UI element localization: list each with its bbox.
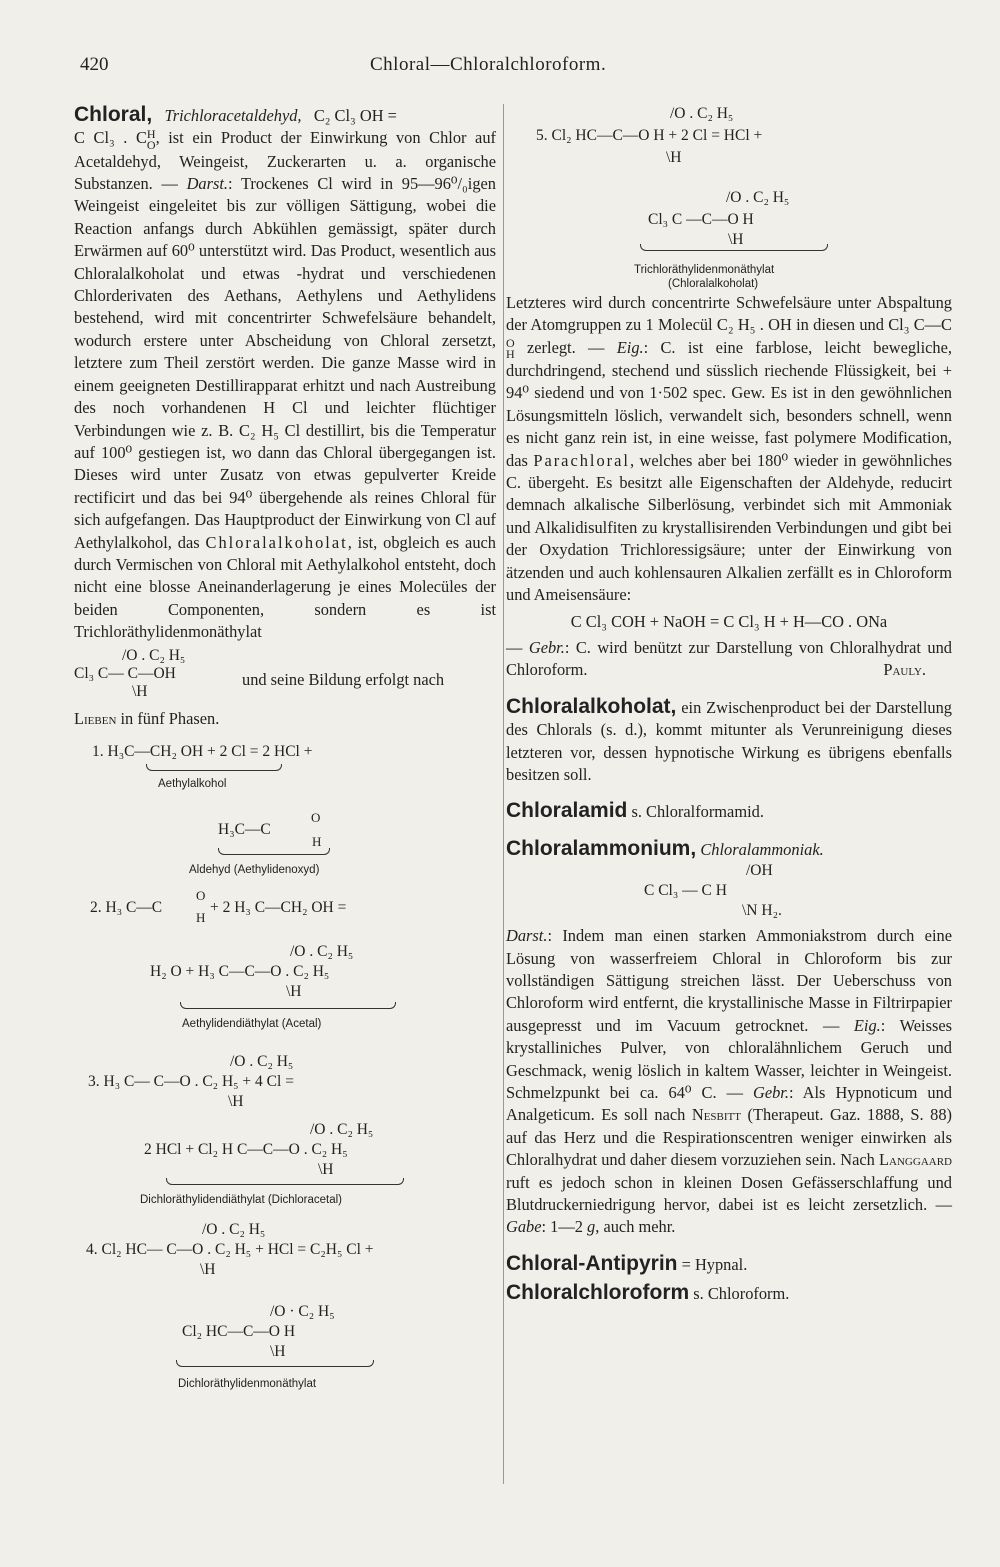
entry-head-chloral: Chloral, bbox=[74, 103, 153, 126]
entry-head-antipyrin: Chloral-Antipyrin bbox=[506, 1251, 678, 1275]
aldehyd-bottom: H bbox=[312, 833, 322, 849]
entry-head-chloralamid: Chloralamid bbox=[506, 799, 628, 823]
reaction-4-line: \H bbox=[200, 1260, 216, 1278]
gabe-label: Gabe bbox=[506, 1217, 542, 1237]
gebr-text bbox=[506, 637, 952, 682]
text-p2: Letzteres wird durch concentrirte Schwefelsäure unter Abspaltung der Atomgruppen zu 1 Molecül C₂ H₅ . OH in diesen und Cl₃ C—C bbox=[506, 293, 952, 335]
reaction-4-cont bbox=[74, 1260, 496, 1400]
equation: C Cl₃ COH + NaOH = C Cl₃ H + H—CO . ONa bbox=[570, 611, 888, 631]
monaethylat-line: /O · C₂ H₅ bbox=[270, 1302, 335, 1320]
author-nesbitt: Nesbitt bbox=[691, 1105, 741, 1125]
author-lieben: Lieben bbox=[74, 708, 117, 728]
text-p2d: , welches aber bei 180⁰ wieder in gewöhnliches C. übergeht. Es besitzt alle Eigenschaften der Aldehyde, reducirt demnach alkalische Silberlösung, verbindet sich mit Ammoniak und Alkalidisulfiten zu krystallisirenden Verbindungen und gibt bei der Oxydation Trichloressigsäure; unter der Einwirkung von ätzenden und auch kohlensauren Alkalien zerfällt es in Chloroform und Ameisensäure: bbox=[506, 450, 952, 605]
dichloracetal-line: /O . C₂ H₅ bbox=[310, 1120, 374, 1138]
chloral-text-1: , ist ein Product der Einwirkung von Chlor auf Acetaldehyd, Weingeist, Zuckerarten u. a. organische Substanzen. — bbox=[74, 128, 496, 194]
struct-line: \H bbox=[132, 682, 148, 700]
caption-dichloracetal: Dichloräthylidendiäthylat (Dichloracetal) bbox=[140, 1193, 342, 1206]
chloralalkoholat-entry bbox=[506, 696, 952, 787]
chloralalkoholat-term: Chloralalkoholat bbox=[205, 532, 348, 552]
darst-label: Darst. bbox=[186, 174, 229, 194]
column-divider bbox=[503, 104, 504, 1484]
struct-line: /O . C₂ H₅ bbox=[122, 646, 186, 664]
running-title: Chloral—Chloralchloroform. bbox=[370, 54, 607, 75]
chloralamid-entry bbox=[506, 800, 952, 823]
reaction-2-bottom: H bbox=[196, 909, 206, 925]
amm-text-7: , auch mehr. bbox=[595, 1217, 676, 1237]
aldehyd-branch bbox=[506, 338, 515, 360]
caption-aethylalkohol: Aethylalkohol bbox=[158, 777, 227, 790]
chloralammonium-entry bbox=[506, 838, 952, 861]
chloralchloroform-entry bbox=[506, 1282, 952, 1305]
amm-text-4: (Therapeut. Gaz. 1888, S. 88) auf das Herz und die Respirationscentren weniger einwirken als Chloralhydrat und daher diesem vorzuziehen sein. Nach bbox=[506, 1105, 952, 1170]
chloral-antipyrin-entry bbox=[506, 1253, 952, 1276]
acetal-line: /O . C₂ H₅ bbox=[290, 942, 354, 960]
chloral-struct: C Cl₃ . C bbox=[74, 128, 147, 148]
reaction-3-line: \H bbox=[228, 1092, 244, 1110]
reaction-2-top: O bbox=[196, 887, 206, 903]
monaethylat-line: Cl₂ HC—C—O H bbox=[182, 1322, 296, 1340]
brace bbox=[640, 244, 828, 251]
chloral-eig-text bbox=[506, 292, 952, 607]
brace bbox=[166, 1178, 404, 1185]
aldehyd-top: O bbox=[311, 809, 321, 825]
gebr-body: : C. wird benützt zur Darstellung von Chloralhydrat und Chloroform. bbox=[506, 637, 952, 680]
reaction-4-line: /O . C₂ H₅ bbox=[202, 1220, 266, 1238]
chloralammonium-text bbox=[506, 925, 952, 1239]
reaction-3-line: 3. H₃ C— C—O . C₂ H₅ + 4 Cl = bbox=[88, 1072, 294, 1090]
struct-line: Cl₃ C— C—OH bbox=[74, 664, 176, 682]
gabe-unit: g bbox=[587, 1217, 596, 1237]
text-p2c: : C. ist eine farblose, leicht bewegliche, durchdringend, stechend und süsslich riechende Flüssigkeit, bei + 94⁰ siedend und von 1·502 spec. Gew. Es ist in den gewöhnlichen Lösungsmitteln löslich, verwandelt sich, besonders schnell, wenn es nicht ganz rein ist, in eine weisse, fast polymere Modification, das bbox=[506, 337, 952, 470]
brace bbox=[218, 848, 330, 855]
chloralammonium-subtitle: Chloralammoniak. bbox=[700, 839, 824, 859]
chloral-text-2: : Trockenes Cl wird in 95—96⁰/₀igen Weingeist eingeleitet bis zur völligen Sättigung, wobei die Reaction anfangs durch Abkühlen gemässigt, später durch Erwärmen auf 60⁰ unterstützt wird. Das Product, wesentlich aus Chloralalkoholat und etwas -hydrat und verschiedenen Chlorderivaten des Aethans, Aethylens und Aethylidens bestehend, wird mit concentrirter Schwefelsäure behandelt, wodurch erstere unter Abscheidung von Chloral zersetzt, letztere zum Theil zerstört werden. Die ganze Masse wird in einem geeigneten Destillirapparat erhitzt und nach Austreibung des noch vorhandenen H Cl und leichter flüchtiger Verbindungen wie z. B. C₂ H₅ Cl destillirt, bis die Temperatur auf 100⁰ gestiegen ist, wo dann das Chloral übergegangen ist. Dieses wird unter Zusatz von etwas gepulverter Kreide rectificirt und das bei 94⁰ übergehende als reines Chloral für sich aufgefangen. Das Hauptproduct der Einwirkung von Cl auf Aethylalkohol, das bbox=[74, 174, 496, 552]
lieben-line bbox=[74, 708, 496, 730]
ammonium-line: C Cl₃ — C H bbox=[644, 882, 727, 900]
right-column bbox=[506, 104, 952, 1306]
amm-text-3: : Als Hypnoticum und Analgeticum. Es soll nach bbox=[506, 1083, 952, 1125]
parachloral-term: Parachloral bbox=[533, 450, 630, 470]
reaction-5-line: /O . C₂ H₅ bbox=[670, 105, 734, 122]
eig-label: Eig. bbox=[616, 337, 644, 357]
entry-subtitle: Trichloracetaldehyd, bbox=[164, 106, 302, 125]
author-pauly: Pauly. bbox=[883, 660, 926, 680]
amm-text-2: : Weisses krystalliniches Pulver, von chloralähnlichem Geruch und Geschmack, wenig löslich in kaltem Wasser, leichter in Weingeist. Schmelzpunkt bei ca. 64⁰ C. — bbox=[506, 1015, 952, 1103]
entry-head-chloralammonium: Chloralammonium, bbox=[506, 836, 697, 860]
page-number: 420 bbox=[80, 54, 109, 75]
chloralalkoholat-text: ein Zwischenproduct bei der Darstellung des Chlorals (s. d.), kommt mitunter als Verunreinigung dieses letzteren vor, dessen hypnotische Wirkung es übrigens ebenfalls besitzen soll. bbox=[506, 697, 952, 784]
chloralalkoholat-line: Cl₃ C —C—O H bbox=[648, 211, 754, 228]
reaction-4-line: 4. Cl₂ HC— C—O . C₂ H₅ + HCl = C₂H₅ Cl + bbox=[86, 1240, 374, 1258]
caption-monaethylat: Dichloräthylidenmonäthylat bbox=[178, 1377, 317, 1390]
monaethylat-line: \H bbox=[270, 1342, 286, 1360]
aldehyd-formula: H₃C—C bbox=[218, 820, 271, 838]
chloralalkoholat-line: /O . C₂ H₅ bbox=[726, 189, 790, 206]
chloral-body bbox=[74, 127, 496, 643]
reaction-scheme bbox=[74, 730, 496, 1270]
gebr-dash: — bbox=[506, 637, 529, 657]
antipyrin-text: = Hypnal. bbox=[677, 1254, 748, 1274]
gebr-label: Gebr. bbox=[528, 637, 565, 657]
formula-inline: C₂ Cl₃ OH = bbox=[313, 106, 397, 125]
entry-head-chloralchloroform: Chloralchloroform bbox=[506, 1281, 690, 1305]
amm-text-6: : 1—2 bbox=[541, 1217, 588, 1237]
reaction-3-line: /O . C₂ H₅ bbox=[230, 1052, 294, 1070]
caption-acetal: Aethylidendiäthylat (Acetal) bbox=[182, 1017, 322, 1030]
struct-top: H bbox=[146, 126, 156, 141]
reaction-2-start: 2. H₃ C—C bbox=[90, 898, 163, 916]
reaction-5 bbox=[506, 104, 952, 290]
reaction-5-line: 5. Cl₂ HC—C—O H + 2 Cl = HCl + bbox=[536, 127, 763, 144]
page-header bbox=[0, 54, 1000, 84]
dichloracetal-line: \H bbox=[318, 1160, 334, 1178]
amm-text-5: ruft es jedoch schon in kleinen Dosen Gefässerschlaffung und Blutdruckerniedrigung hervor, dabei ist es leicht zersetzlich. — bbox=[506, 1172, 952, 1215]
struct-bottom: O bbox=[146, 137, 156, 152]
chloral-text-3: , ist, obgleich es auch durch Vermischen von Chloral mit Aethylalkohol entsteht, doch nicht eine blosse Aneinanderlagerung je eines Molecüles der beiden Componenten, sondern es ist Trichloräthylidenmonäthylat bbox=[74, 532, 496, 642]
reaction-1: 1. H₃C—CH₂ OH + 2 Cl = 2 HCl + bbox=[92, 742, 313, 760]
chloralamid-text: s. Chloralformamid. bbox=[627, 802, 764, 822]
chloral-struct-branch bbox=[146, 126, 156, 152]
eig-label: Eig. bbox=[853, 1015, 881, 1035]
brace bbox=[176, 1360, 374, 1367]
struct-text: und seine Bildung erfolgt nach bbox=[242, 669, 445, 689]
branch-bottom: H bbox=[506, 347, 515, 362]
chloralchloroform-text: s. Chloroform. bbox=[689, 1284, 790, 1304]
amm-text-1: : Indem man einen starken Ammoniakstrom durch eine Lösung von wasserfreiem Chloral in Chloroform bis zur vollständigen Sättigung streichen lässt. Der Ueberschuss von Chloroform wird entfernt, die krystallinische Masse in Filtrirpapier ausgepresst und im Vacuum getrocknet. — bbox=[506, 926, 952, 1035]
entry-head-chloralalkoholat: Chloralalkoholat, bbox=[506, 694, 677, 718]
brace bbox=[146, 764, 282, 771]
acetal-line: \H bbox=[286, 982, 302, 1000]
brace bbox=[180, 1002, 396, 1009]
caption-trichlor: Trichloräthylidenmonäthylat bbox=[634, 264, 775, 276]
gebr-label: Gebr. bbox=[753, 1083, 789, 1103]
caption-chloralalkoholat: (Chloralalkoholat) bbox=[668, 278, 759, 290]
ammonium-line: /OH bbox=[746, 862, 773, 880]
left-column bbox=[74, 104, 496, 1400]
darst-label: Darst. bbox=[506, 926, 548, 946]
text-p2b: zerlegt. — bbox=[514, 337, 617, 357]
ammonium-struct bbox=[506, 861, 952, 925]
reaction-5-line: \H bbox=[666, 149, 682, 166]
ammonium-line: \N H₂. bbox=[742, 902, 782, 920]
chloral-entry bbox=[74, 104, 496, 127]
chloralalkoholat-line: \H bbox=[728, 231, 744, 248]
author-langgaard: Langgaard bbox=[879, 1150, 952, 1170]
acetal-line: H₂ O + H₃ C—C—O . C₂ H₅ bbox=[150, 962, 330, 980]
struct-trichlor bbox=[74, 644, 496, 708]
caption-aldehyd: Aldehyd (Aethylidenoxyd) bbox=[189, 863, 320, 876]
dichloracetal-line: 2 HCl + Cl₂ H C—C—O . C₂ H₅ bbox=[144, 1140, 348, 1158]
lieben-rest: in fünf Phasen. bbox=[116, 708, 220, 728]
reaction-2-rest: + 2 H₃ C—CH₂ OH = bbox=[210, 898, 347, 916]
branch-top: O bbox=[506, 336, 515, 351]
